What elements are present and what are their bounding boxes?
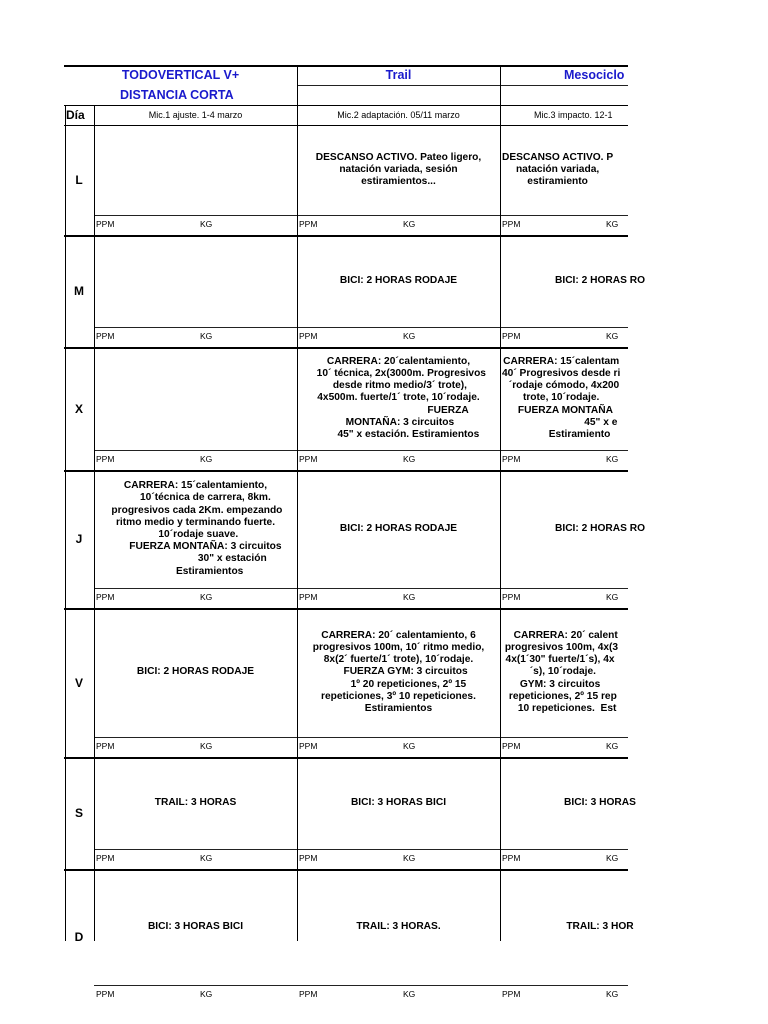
kg-label: KG [200, 219, 213, 229]
kg-label: KG [200, 454, 213, 464]
ppm-label: PPM [299, 454, 318, 464]
session-cell: BICI: 3 HORAS BICI [350, 796, 447, 808]
session-cell: TRAIL: 3 HORAS [154, 796, 237, 808]
column-header-trail: Trail [385, 68, 412, 82]
grid-hline [94, 450, 628, 451]
mic3-column-header: Mic.3 impacto. 12-1 [534, 110, 613, 120]
column-header-mesociclo: Mesociclo [564, 68, 625, 82]
kg-label: KG [606, 331, 619, 341]
kg-label: KG [200, 853, 213, 863]
kg-label: KG [403, 454, 416, 464]
session-cell [94, 125, 297, 215]
ppm-label: PPM [502, 219, 521, 229]
session-cell: CARRERA: 15´calentamiento, 10´técnica de carrera, 8km. progresivos cada 2Km. empezando ritmo medio y terminando fuerte. 10´rodaje suave. FUERZA MONTAÑA: 3 circuitos 30" x estación Estiramientos [111, 480, 283, 577]
ppm-label: PPM [502, 853, 521, 863]
kg-label: KG [200, 989, 213, 999]
grid-hline [64, 608, 628, 610]
grid-hline [297, 85, 628, 86]
day-label: S [74, 806, 83, 820]
training-plan-sheet [64, 65, 645, 999]
session-cell: BICI: 2 HORAS RO [555, 274, 645, 286]
grid-vline [500, 65, 501, 941]
ppm-label: PPM [299, 592, 318, 602]
ppm-label: PPM [96, 741, 115, 751]
grid-hline [94, 737, 628, 738]
ppm-label: PPM [299, 331, 318, 341]
ppm-label: PPM [502, 331, 521, 341]
plan-subtitle: DISTANCIA CORTA [120, 88, 234, 102]
plan-title: TODOVERTICAL V+ [121, 68, 240, 82]
kg-label: KG [606, 853, 619, 863]
mic1-column-header: Mic.1 ajuste. 1-4 marzo [148, 110, 243, 120]
kg-label: KG [606, 741, 619, 751]
grid-hline [64, 105, 628, 106]
kg-label: KG [403, 741, 416, 751]
grid-hline [64, 235, 628, 237]
kg-label: KG [606, 454, 619, 464]
grid-hline [94, 215, 628, 216]
kg-label: KG [200, 592, 213, 602]
kg-label: KG [403, 219, 416, 229]
session-cell: DESCANSO ACTIVO. P natación variada, estiramiento [502, 151, 614, 188]
day-label: M [74, 284, 84, 298]
ppm-label: PPM [299, 219, 318, 229]
ppm-label: PPM [502, 989, 521, 999]
kg-label: KG [403, 989, 416, 999]
ppm-label: PPM [96, 853, 115, 863]
kg-label: KG [403, 853, 416, 863]
ppm-label: PPM [502, 454, 521, 464]
grid-hline [94, 849, 628, 850]
day-label: J [75, 532, 83, 546]
session-cell: CARRERA: 20´ calent progresivos 100m, 4x(3 4x(1´30" fuerte/1´s), 4x ´s), 10´rodaje. GYM: 3 circuitos repeticiones, 2º 15 rep 10 repeticiones. Est [504, 629, 619, 714]
kg-label: KG [606, 989, 619, 999]
session-cell: BICI: 3 HORAS BICI [147, 920, 244, 932]
ppm-label: PPM [96, 454, 115, 464]
grid-hline [64, 757, 628, 759]
grid-hline [94, 588, 628, 589]
day-label: D [74, 930, 84, 944]
grid-hline [94, 327, 628, 328]
kg-label: KG [606, 219, 619, 229]
session-cell [94, 235, 297, 327]
session-cell: BICI: 2 HORAS RO [555, 522, 645, 534]
grid-hline [64, 470, 628, 472]
ppm-label: PPM [299, 989, 318, 999]
ppm-label: PPM [299, 853, 318, 863]
ppm-label: PPM [96, 989, 115, 999]
ppm-label: PPM [299, 741, 318, 751]
kg-label: KG [403, 592, 416, 602]
session-cell: BICI: 2 HORAS RODAJE [339, 522, 458, 534]
mic2-column-header: Mic.2 adaptación. 05/11 marzo [337, 110, 460, 120]
grid-hline [64, 347, 628, 349]
ppm-label: PPM [96, 331, 115, 341]
grid-vline [297, 65, 298, 941]
ppm-label: PPM [96, 592, 115, 602]
grid-vline [65, 105, 66, 941]
grid-hline [64, 125, 628, 126]
session-cell: CARRERA: 20´calentamiento, 10´ técnica, 2x(3000m. Progresivos desde ritmo medio/3´ trote), 4x500m. fuerte/1´ trote, 10´rodaje. FUERZA MONTAÑA: 3 circuitos 45" x estación. Estiramientos [316, 355, 486, 440]
kg-label: KG [606, 592, 619, 602]
ppm-label: PPM [502, 741, 521, 751]
dia-column-header: Día [66, 108, 85, 122]
ppm-label: PPM [96, 219, 115, 229]
session-cell: TRAIL: 3 HORAS. [356, 920, 441, 932]
grid-hline [94, 985, 628, 986]
day-label: X [74, 401, 83, 416]
day-label: V [74, 675, 83, 690]
ppm-label: PPM [502, 592, 521, 602]
grid-hline [64, 869, 628, 871]
kg-label: KG [200, 331, 213, 341]
session-cell [94, 347, 297, 450]
grid-hline [64, 65, 628, 67]
kg-label: KG [200, 741, 213, 751]
kg-label: KG [403, 331, 416, 341]
session-cell: BICI: 3 HORAS [564, 796, 636, 808]
day-label: L [75, 173, 83, 187]
session-cell: BICI: 2 HORAS RODAJE [136, 666, 255, 678]
session-cell: DESCANSO ACTIVO. Pateo ligero, natación variada, sesión estiramientos... [315, 151, 482, 188]
session-cell: BICI: 2 HORAS RODAJE [339, 274, 458, 286]
session-cell: CARRERA: 15´calentam 40´ Progresivos desde ri ´rodaje cómodo, 4x200 trote, 10´rodaje. FUERZA MONTAÑA 45" x e Estiramiento [502, 355, 621, 440]
session-cell: TRAIL: 3 HOR [566, 920, 634, 932]
session-cell: CARRERA: 20´ calentamiento, 6 progresivos 100m, 10´ ritmo medio, 8x(2´ fuerte/1´ trote), 10´rodaje. FUERZA GYM: 3 circuitos 1º 20 repeticiones, 2º 15 repeticiones, 3º 10 repeticiones. Estiramientos [312, 629, 485, 714]
grid-vline [94, 105, 95, 941]
